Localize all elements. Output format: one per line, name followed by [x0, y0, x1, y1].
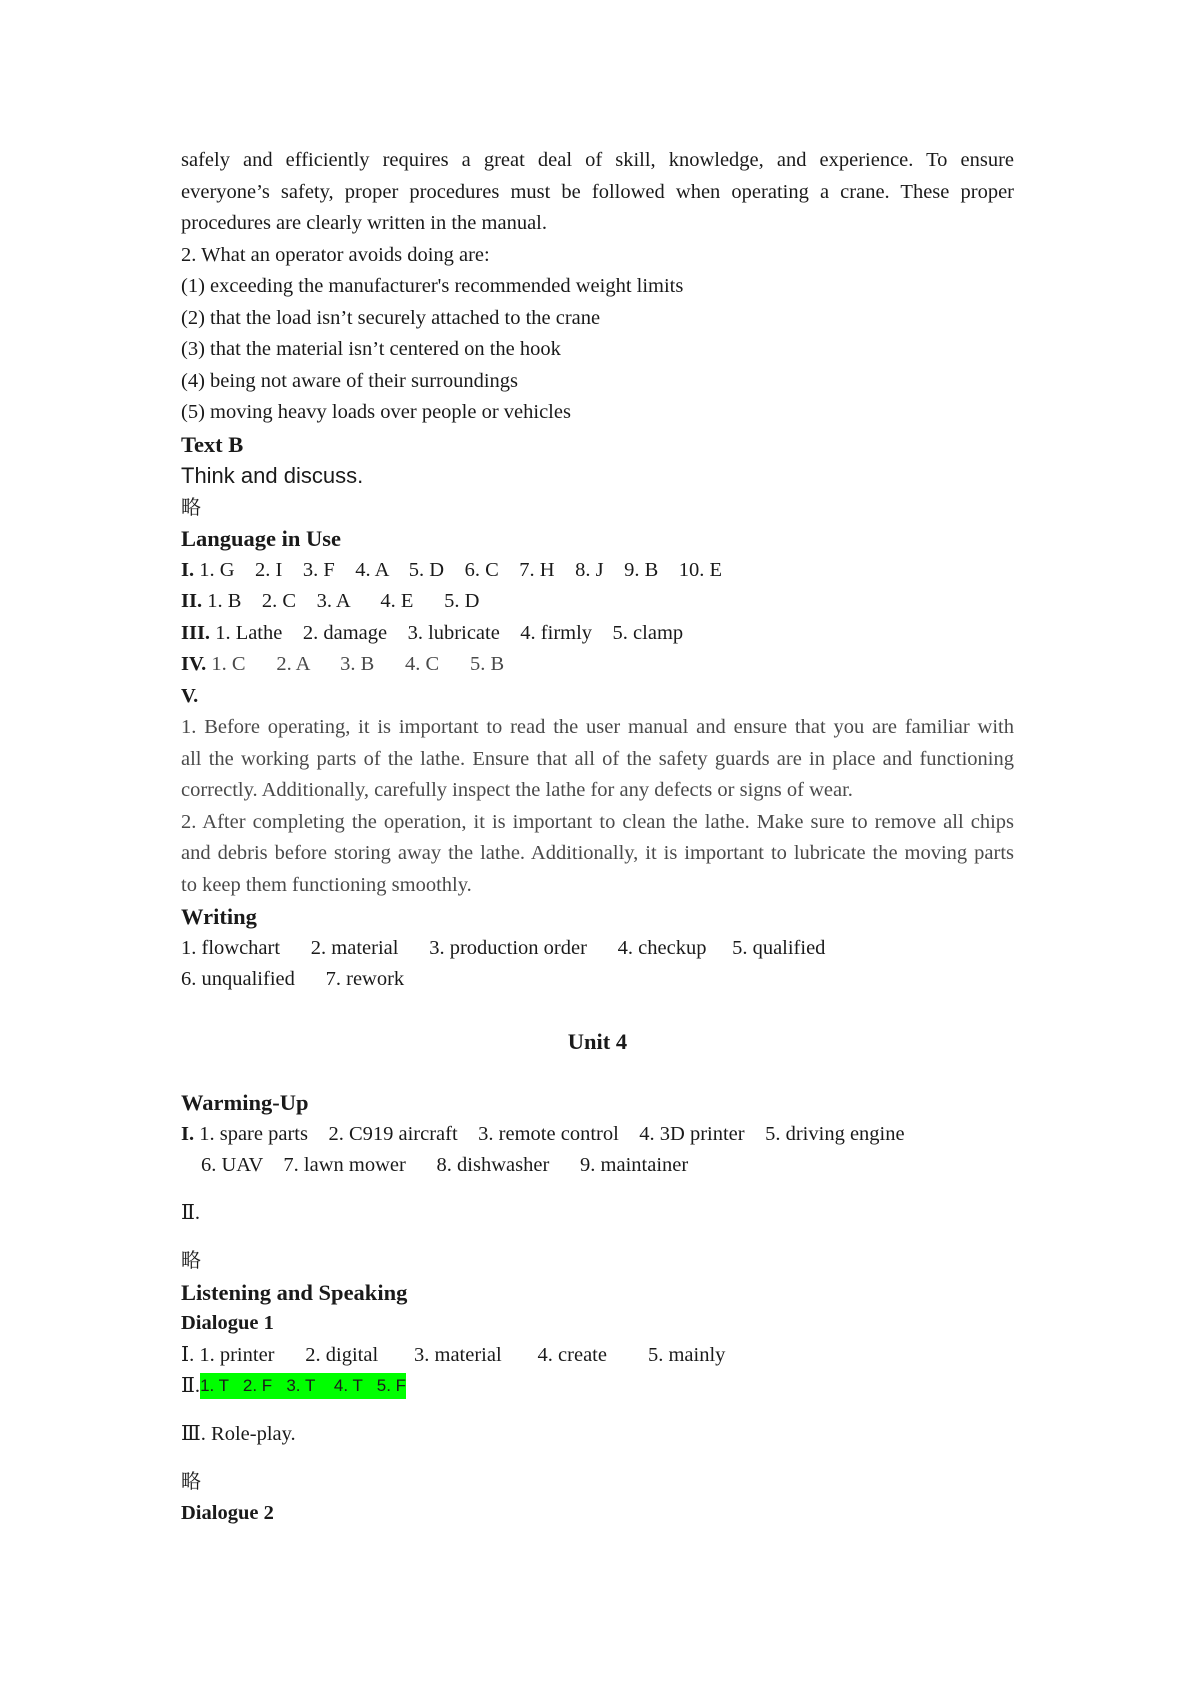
row-label: Ⅱ.: [181, 1375, 201, 1397]
answer-row: 6. unqualified 7. rework: [181, 968, 405, 990]
row-content: 1. B 2. C 3. A 4. E 5. D: [202, 590, 480, 612]
v-paragraph-1: [181, 712, 1014, 807]
language-in-use-section: [181, 523, 1014, 901]
omitted-answer: 略: [181, 1248, 201, 1272]
list-item: (5) moving heavy loads over people or vehicles: [181, 401, 571, 423]
text-line: safely and efficiently requires a great deal of skill, knowledge, and experience. To ensure: [181, 149, 1014, 171]
section-heading: Language in Use: [181, 526, 342, 551]
answer-row: 6. UAV 7. lawn mower 8. dishwasher 9. maintainer: [201, 1154, 689, 1176]
answer-row: 1. flowchart 2. material 3. production order 4. checkup 5. qualified: [181, 936, 826, 959]
row-label: I.: [181, 558, 195, 581]
list-item: (2) that the load isn’t securely attached to the crane: [181, 306, 601, 329]
row-label: IV.: [181, 653, 207, 675]
dialogue-heading: Dialogue 1: [181, 1312, 274, 1334]
text-line: and debris before storing away the lathe. Additionally, it is important to lubricate the moving parts: [181, 842, 1014, 864]
list-title: 2. What an operator avoids doing are:: [181, 243, 490, 266]
intro-paragraph: [181, 145, 1014, 240]
answer-row: [181, 1119, 1014, 1151]
section-heading: Warming-Up: [181, 1090, 309, 1115]
list-item: (1) exceeding the manufacturer's recommended weight limits: [181, 275, 684, 297]
page-content: [181, 145, 1014, 1529]
row-label: III.: [181, 621, 211, 644]
text-line: everyone’s safety, proper procedures must be followed when operating a crane. These proper: [181, 180, 1014, 203]
answer-row: [181, 555, 1014, 587]
text-line: 1. Before operating, it is important to read the user manual and ensure that you are familiar with: [181, 716, 1014, 738]
section-heading: Writing: [181, 904, 257, 929]
writing-section: [181, 901, 1014, 996]
text-b-section: [181, 429, 1014, 524]
row-label: V.: [181, 684, 199, 707]
row-content: 1. C 2. A 3. B 4. C 5. B: [206, 653, 505, 675]
unit-title: Unit 4: [567, 1028, 628, 1054]
text-line: to keep them functioning smoothly.: [181, 873, 472, 896]
list-item: (4) being not aware of their surroundings: [181, 369, 519, 392]
prompt-text: Think and discuss.: [181, 463, 364, 488]
dialogue-heading: Dialogue 2: [181, 1501, 274, 1524]
listening-speaking-section: [181, 1277, 1014, 1530]
answer-row: [181, 649, 1014, 681]
row-label: Ⅱ.: [181, 1201, 201, 1224]
warming-up-section: [181, 1087, 1014, 1277]
answer-row: [181, 1371, 1014, 1403]
avoid-list: [181, 240, 1014, 429]
list-item: (3) that the material isn’t centered on the hook: [181, 338, 561, 360]
highlighted-answers: 1. T 2. F 3. T 4. T 5. F: [200, 1373, 406, 1399]
section-heading: Listening and Speaking: [181, 1279, 408, 1305]
answer-row: [181, 618, 1014, 650]
answer-row: [181, 1419, 1014, 1451]
text-line: procedures are clearly written in the manual.: [181, 212, 547, 234]
omitted-answer: 略: [181, 494, 201, 519]
section-heading: Text B: [181, 431, 244, 457]
row-content: 1. G 2. I 3. F 4. A 5. D 6. C 7. H 8. J 9. B 10. E: [194, 558, 723, 581]
row-label: Ⅰ.: [181, 1343, 195, 1366]
row-content: 1. Lathe 2. damage 3. lubricate 4. firmly 5. clamp: [210, 621, 684, 644]
v-paragraph-2: [181, 807, 1014, 902]
text-line: all the working parts of the lathe. Ensure that all of the safety guards are in place and functioning: [181, 747, 1014, 770]
text-line: 2. After completing the operation, it is important to clean the lathe. Make sure to remove all chips: [181, 810, 1014, 833]
answer-row: [181, 586, 1014, 618]
row-label: II.: [181, 590, 203, 612]
row-content: Role-play.: [205, 1422, 296, 1445]
row-content: 1. printer 2. digital 3. material 4. create 5. mainly: [194, 1343, 726, 1366]
row-label: I.: [181, 1122, 195, 1145]
row-label: Ⅲ.: [181, 1422, 206, 1445]
answer-row: [181, 1340, 1014, 1372]
row-content: 1. spare parts 2. C919 aircraft 3. remote control 4. 3D printer 5. driving engine: [194, 1122, 905, 1145]
text-line: correctly. Additionally, carefully inspect the lathe for any defects or signs of wear.: [181, 779, 853, 801]
omitted-answer: 略: [181, 1469, 201, 1493]
